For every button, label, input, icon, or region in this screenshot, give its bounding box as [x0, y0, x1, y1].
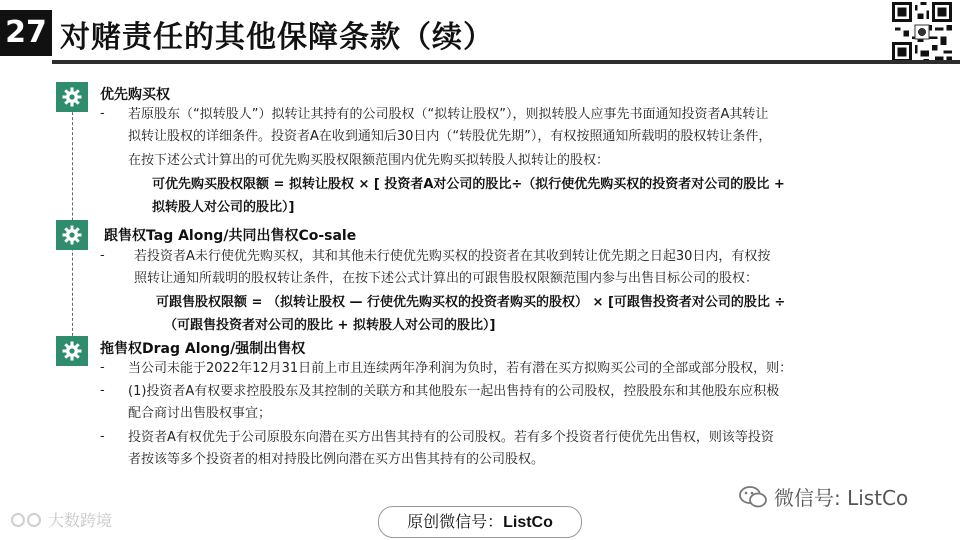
section-2-formula: 可跟售股权限额 = （拟转让股权 — 行使优先购买权的投资者购买的股权） × [可跟售投资者对公司的股比 ÷: [156, 295, 786, 310]
section-2-title: 跟售权Tag Along/共同出售权Co-sale: [104, 228, 357, 244]
logo-watermark-text: 大数跨境: [48, 511, 113, 530]
section-1-line: 若原股东（“拟转股人”）拟转让其持有的公司股权（“拟转让股权”），则拟转股人应事先书面通知投资者A其转让: [128, 107, 769, 122]
page-number: 27: [0, 10, 52, 56]
bullet-dash: -: [100, 106, 105, 121]
section-1-formula: 可优先购买股权限额 = 拟转让股权 × [ 投资者A对公司的股比÷（拟行使优先购买权的投资者对公司的股比 +: [152, 177, 785, 192]
wechat-icon: [738, 485, 768, 509]
wechat-watermark: [738, 482, 908, 511]
section-3-item: (1)投资者A有权要求控股股东及其控制的关联方和其他股东一起出售持有的公司股权，控股股东和其他股东应积极: [128, 384, 780, 399]
logo-watermark: [10, 508, 112, 531]
wechat-watermark-text: 微信号: ListCo: [774, 486, 909, 510]
section-2-line: 若投资者A未行使优先购买权，其和其他未行使优先购买权的投资者在其收到转让优先期之日起30日内，有权按: [134, 249, 771, 264]
qr-code: [892, 2, 952, 62]
section-3-item: 投资者A有权优先于公司原股东向潜在买方出售其持有的公司股权。若有多个投资者行使优先出售权，则该等投资: [128, 430, 774, 445]
source-badge: [378, 506, 582, 538]
section-1-formula: 拟转股人对公司的股比）]: [152, 200, 295, 215]
bullet-dash: -: [100, 248, 105, 263]
bullet-dash: -: [100, 429, 105, 444]
section-3-item: 当公司未能于2022年12月31日前上市且连续两年净利润为负时，若有潜在买方拟购买公司的全部或部分股权，则：: [128, 361, 793, 376]
title-rule: [52, 60, 960, 64]
section-3-title: 拖售权Drag Along/强制出售权: [100, 341, 306, 357]
section-2-formula: （可跟售投资者对公司的股比 + 拟转股人对公司的股比）]: [164, 318, 496, 333]
page-title: 对赌责任的其他保障条款（续）: [60, 20, 494, 55]
section-3-item: 者按该等多个投资者的相对持股比例向潜在买方出售其持有的公司股权。: [128, 452, 545, 467]
source-badge-prefix: 原创微信号：: [407, 512, 504, 531]
section-1-line: 拟转让股权的详细条件。投资者A在收到通知后30日内（“转股优先期”），有权按照通知所载明的股权转让条件，: [128, 129, 772, 144]
source-badge-account: ListCo: [503, 514, 553, 531]
section-1-gear-icon: [56, 82, 88, 112]
bullet-dash: -: [100, 360, 105, 375]
section-3-gear-icon: [56, 336, 88, 366]
section-1-line: 在按下述公式计算出的可优先购买股权限额范围内优先购买拟转股人拟转让的股权：: [128, 153, 610, 168]
section-2-gear-icon: [56, 220, 88, 250]
section-3-item: 配合商讨出售股权事宜；: [128, 406, 272, 421]
section-1-title: 优先购买权: [100, 87, 170, 103]
bullet-dash: -: [100, 383, 105, 398]
logo-icon: [10, 510, 44, 530]
section-2-line: 照转让通知所载明的股权转让条件，在按下述公式计算出的可跟售股权限额范围内参与出售目标公司的股权：: [134, 271, 759, 286]
